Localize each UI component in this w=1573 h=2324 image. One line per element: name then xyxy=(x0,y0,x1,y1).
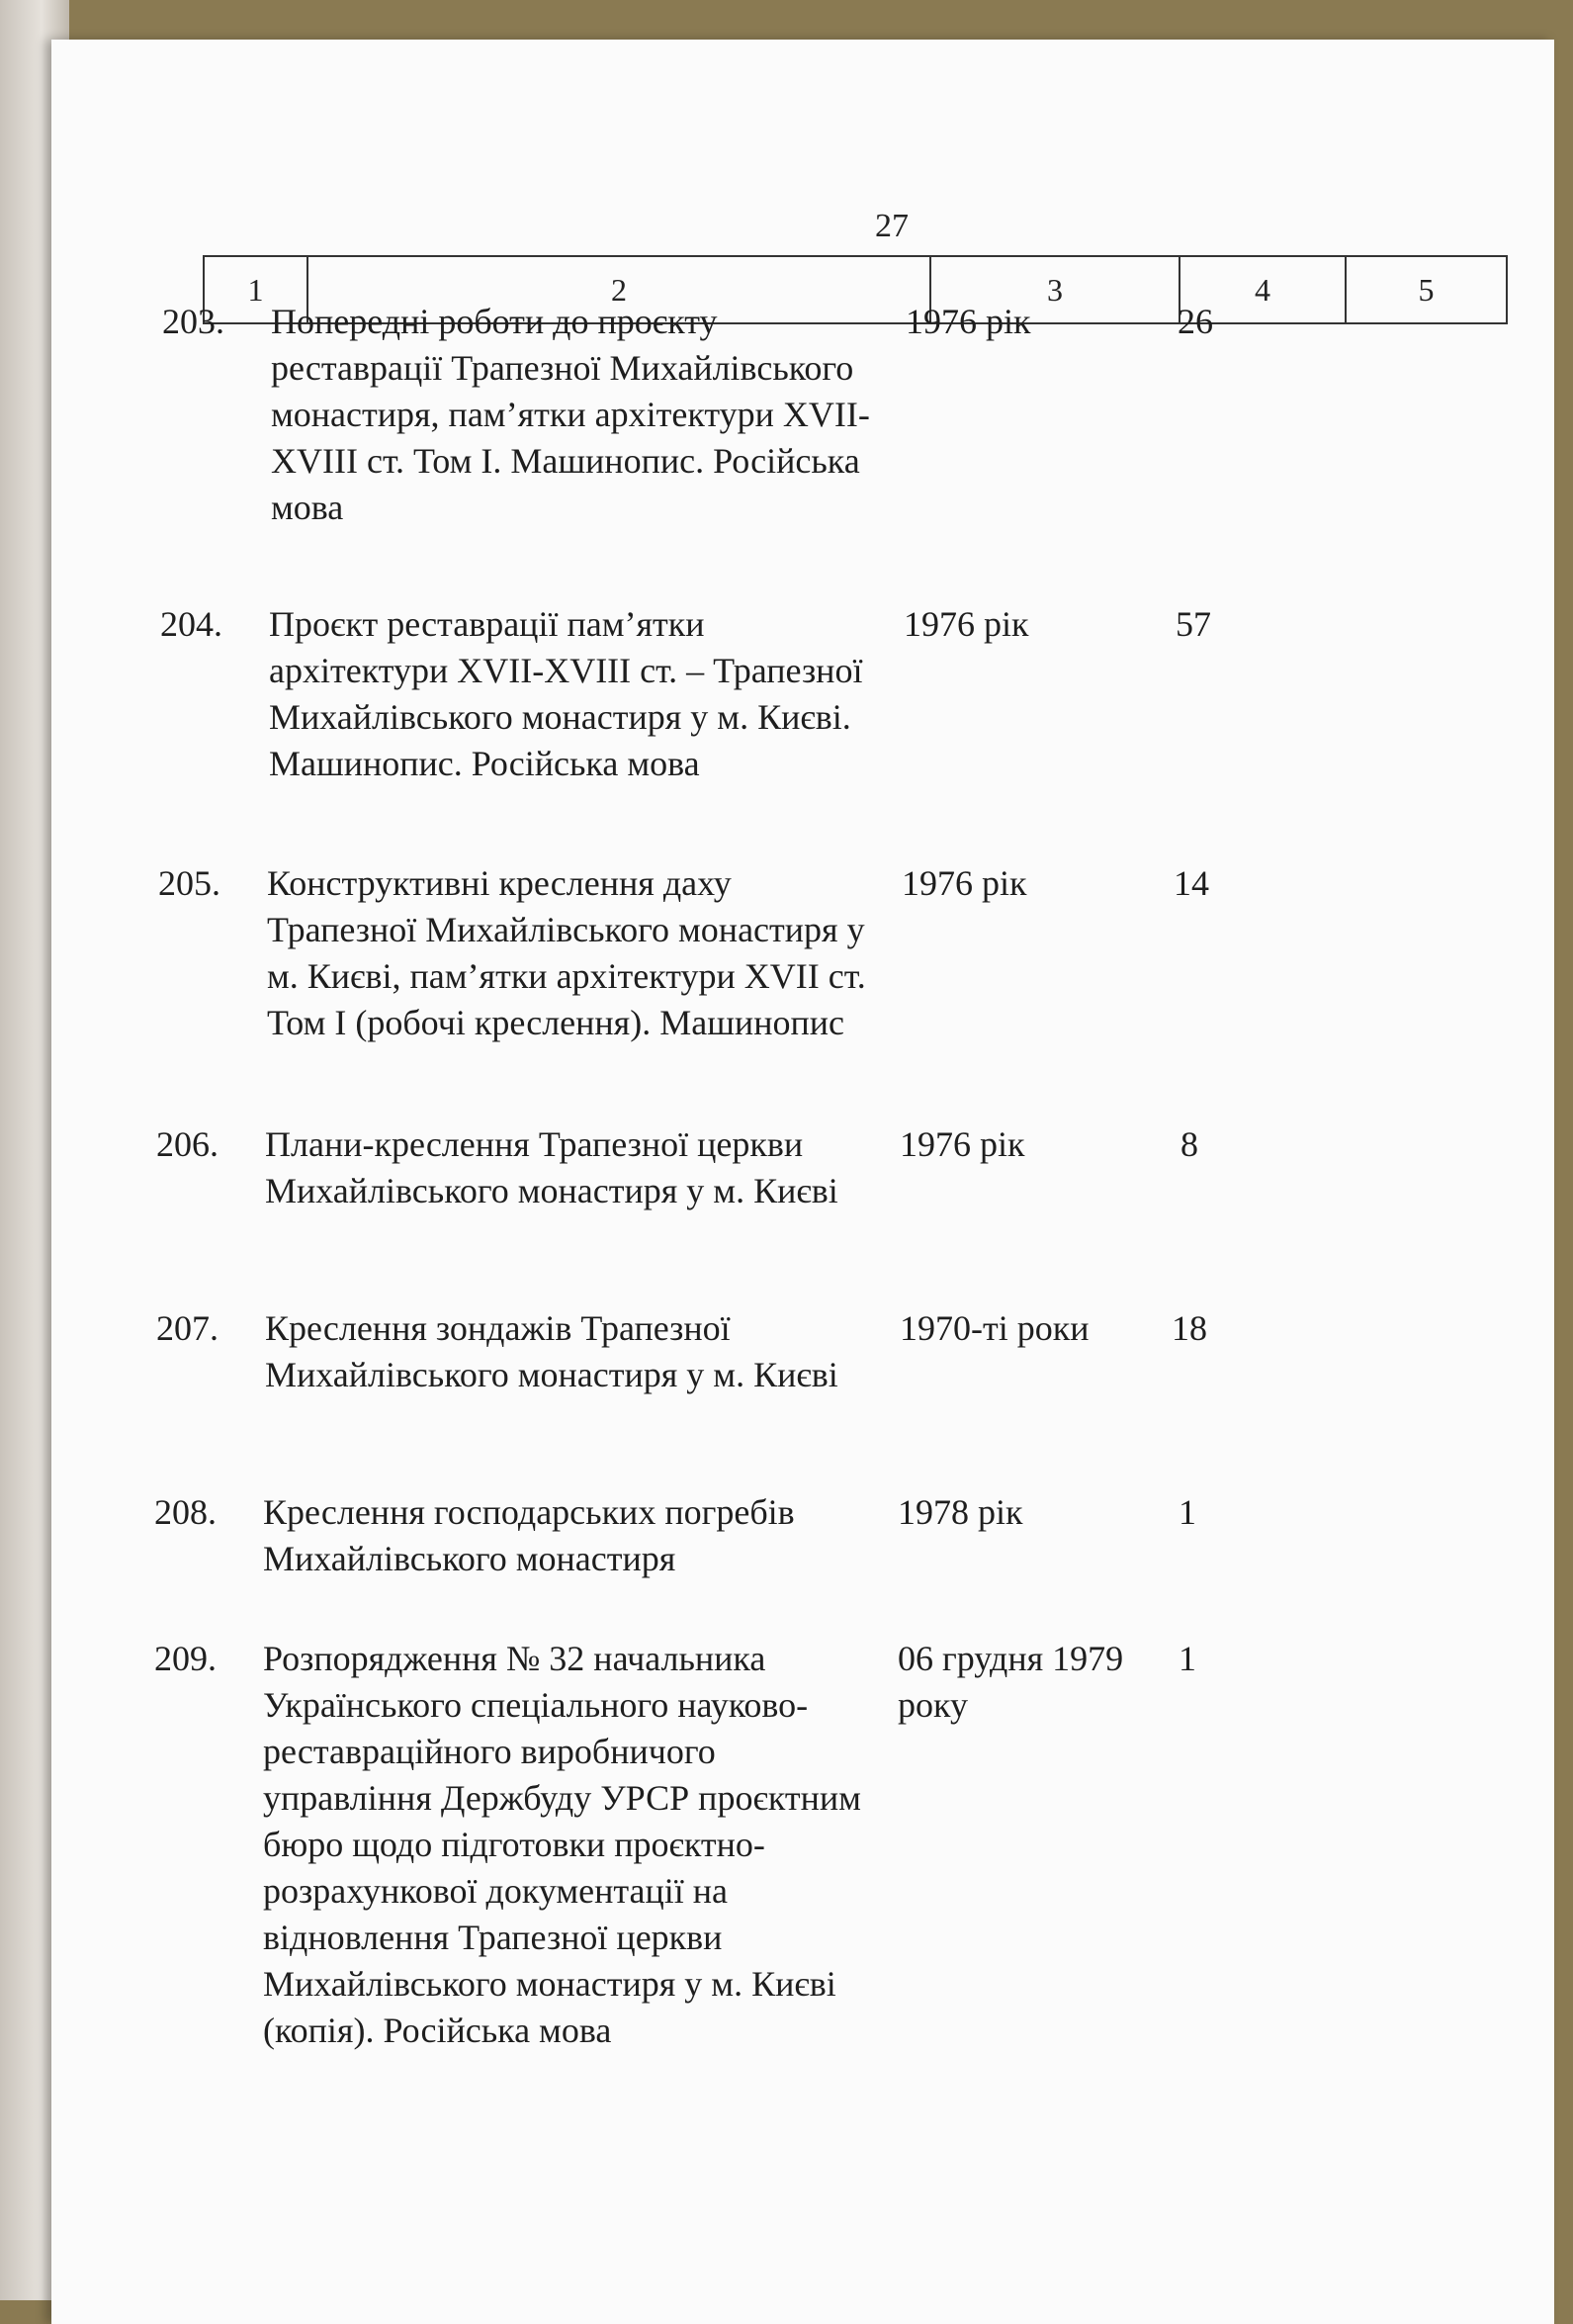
entry-date: 1976 рік xyxy=(902,863,1027,903)
entry-sheets: 26 xyxy=(1178,302,1213,341)
entry-date: 1978 рік xyxy=(898,1492,1023,1532)
entry-number: 205. xyxy=(158,863,220,903)
entry-date: 1976 рік xyxy=(900,1124,1025,1164)
entry-title: Конструктивні креслення даху Трапезної Михайлівського монастиря у м. Києві, пам’ятки архітектури XVII ст. Том І (робочі креслення). Машинопис xyxy=(267,863,866,1042)
entry-date: 1976 рік xyxy=(906,302,1031,341)
entry-sheets: 18 xyxy=(1172,1308,1207,1348)
entry-date: 06 грудня 1979 року xyxy=(898,1639,1124,1725)
entry-number: 208. xyxy=(154,1492,217,1532)
entry-date: 1970-ті роки xyxy=(900,1308,1090,1348)
column-header-5: 5 xyxy=(1346,256,1507,323)
entry-date: 1976 рік xyxy=(904,604,1029,644)
entry-number: 204. xyxy=(160,604,222,644)
entry-sheets: 8 xyxy=(1180,1124,1198,1164)
entry-title: Попередні роботи до проєкту реставрації Трапезної Михайлівського монастиря, пам’ятки архітектури XVII-XVIII ст. Том І. Машинопис. Російська мова xyxy=(271,302,870,527)
entry-number: 206. xyxy=(156,1124,218,1164)
column-header-3: 3 xyxy=(930,256,1180,323)
entry-number: 209. xyxy=(154,1639,217,1678)
column-header-2: 2 xyxy=(307,256,930,323)
entry-sheets: 57 xyxy=(1176,604,1211,644)
entry-sheets: 1 xyxy=(1179,1639,1196,1678)
entry-title: Креслення зондажів Трапезної Михайлівського монастиря у м. Києві xyxy=(265,1308,838,1394)
page-number: 27 xyxy=(875,208,909,244)
entry-title: Плани-креслення Трапезної церкви Михайлівського монастиря у м. Києві xyxy=(265,1124,838,1210)
entry-title: Розпорядження № 32 начальника Українського спеціального науково-реставраційного виробничого управління Держбуду УРСР проєктним бюро щодо підготовки проєктно-розрахункової документації на відновлення Трапезної церкви Михайлівського монастиря у м. Києві (копія). Російська мова xyxy=(263,1639,861,2050)
entry-title: Креслення господарських погребів Михайлівського монастиря xyxy=(263,1492,795,1578)
entry-sheets: 1 xyxy=(1179,1492,1196,1532)
entry-sheets: 14 xyxy=(1174,863,1209,903)
entry-number: 207. xyxy=(156,1308,218,1348)
entry-title: Проєкт реставрації пам’ятки архітектури XVII-XVIII ст. – Трапезної Михайлівського монастиря у м. Києві. Машинопис. Російська мова xyxy=(269,604,863,783)
column-header-4: 4 xyxy=(1180,256,1346,323)
column-header-1: 1 xyxy=(204,256,307,323)
entry-number: 203. xyxy=(162,302,224,341)
document-page xyxy=(51,40,1554,2324)
